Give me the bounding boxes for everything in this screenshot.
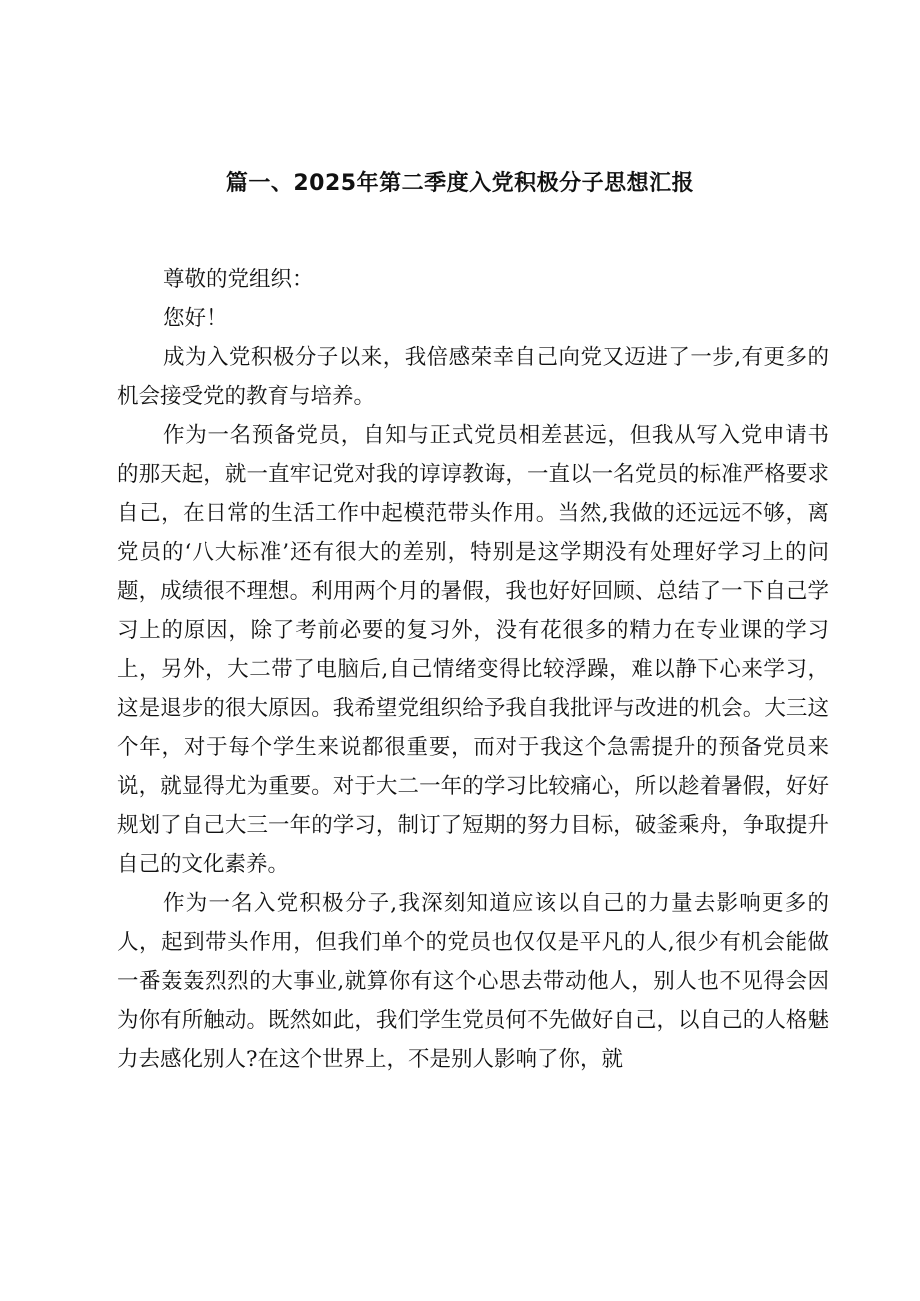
- document-body: [117, 260, 829, 1079]
- paragraph-1: 成为入党积极分子以来，我倍感荣幸自己向党又迈进了一步,有更多的机会接受党的教育与培养。: [117, 345, 829, 409]
- paragraph-3: 作为一名入党积极分子,我深刻知道应该以自己的力量去影响更多的人，起到带头作用，但我们单个的党员也仅仅是平凡的人,很少有机会能做一番轰轰烈烈的大事业,就算你有这个心思去带动他人，别人也不见得会因为你有所触动。既然如此，我们学生党员何不先做好自己，以自己的人格魅力去感化别人?在这个世界上，不是别人影响了你，就: [117, 891, 829, 1072]
- salutation: 尊敬的党组织：: [163, 267, 314, 292]
- greeting: 您好！: [163, 306, 228, 331]
- document-title: 篇一、2025年第二季度入党积极分子思想汇报: [225, 171, 695, 196]
- paragraph-2: 作为一名预备党员，自知与正式党员相差甚远，但我从写入党申请书的那天起，就一直牢记党对我的谆谆教诲，一直以一名党员的标准严格要求自己，在日常的生活工作中起模范带头作用。当然,我做的还远远不够，离党员的‘八大标准’还有很大的差别，特别是这学期没有处理好学习上的问题，成绩很不理想。利用两个月的暑假，我也好好回顾、总结了一下自己学习上的原因，除了考前必要的复习外，没有花很多的精力在专业课的学习上，另外，大二带了电脑后,自己情绪变得比较浮躁，难以静下心来学习，这是退步的很大原因。我希望党组织给予我自我批评与改进的机会。大三这个年，对于每个学生来说都很重要，而对于我这个急需提升的预备党员来说，就显得尤为重要。对于大二一年的学习比较痛心，所以趁着暑假，好好规划了自己大三一年的学习，制订了短期的努力目标，破釜乘舟，争取提升自己的文化素养。: [117, 423, 829, 877]
